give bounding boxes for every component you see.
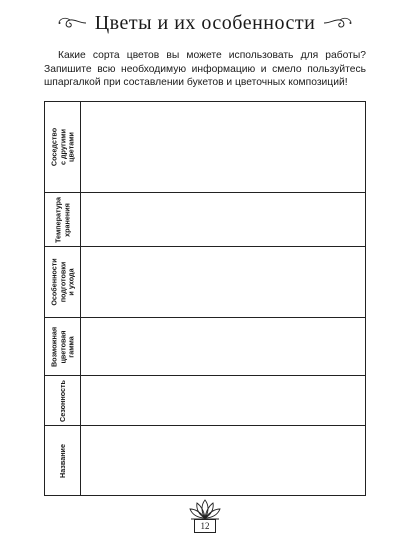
row-label-cell (45, 247, 81, 317)
table-row-care (45, 247, 365, 318)
row-label: Сезонность (57, 379, 67, 422)
row-label: Возможная цветовая гамма (48, 326, 75, 367)
row-label-cell (45, 318, 81, 375)
intro-paragraph: Какие сорта цветов вы можете использовать для работы? Запишите всю необходимую информацию и смело пользуйтесь шпаргалкой при составлении букетов и цветочных композиций! (44, 50, 366, 88)
page-title: Цветы и их особенности (94, 11, 316, 34)
row-label-cell (45, 426, 81, 495)
table-row-neighbors (45, 102, 365, 193)
write-in-cell-care[interactable] (81, 247, 365, 317)
table-row-season (45, 376, 365, 426)
table-row-color-range (45, 318, 365, 376)
write-in-cell-name[interactable] (81, 426, 365, 495)
right-swirl-ornament-icon (323, 16, 353, 30)
row-label-cell (45, 376, 81, 425)
write-in-cell-color-range[interactable] (81, 318, 365, 375)
page-footer (0, 498, 410, 543)
page-number: 12 (194, 519, 216, 533)
row-label-cell (45, 102, 81, 192)
write-in-cell-temperature[interactable] (81, 193, 365, 246)
row-label-cell (45, 193, 81, 246)
write-in-cell-season[interactable] (81, 376, 365, 425)
flower-worksheet-table (44, 101, 366, 496)
write-in-cell-neighbors[interactable] (81, 102, 365, 192)
row-label: Соседство с другими цветами (48, 127, 75, 167)
left-swirl-ornament-icon (57, 16, 87, 30)
row-label: Название (57, 443, 67, 478)
page-header (0, 8, 410, 38)
table-row-temperature (45, 193, 365, 247)
row-label: Температура хранения (53, 196, 71, 243)
row-label: Особенности подготовки и ухода (48, 258, 75, 306)
lotus-flower-icon (187, 498, 223, 520)
table-row-name (45, 426, 365, 495)
